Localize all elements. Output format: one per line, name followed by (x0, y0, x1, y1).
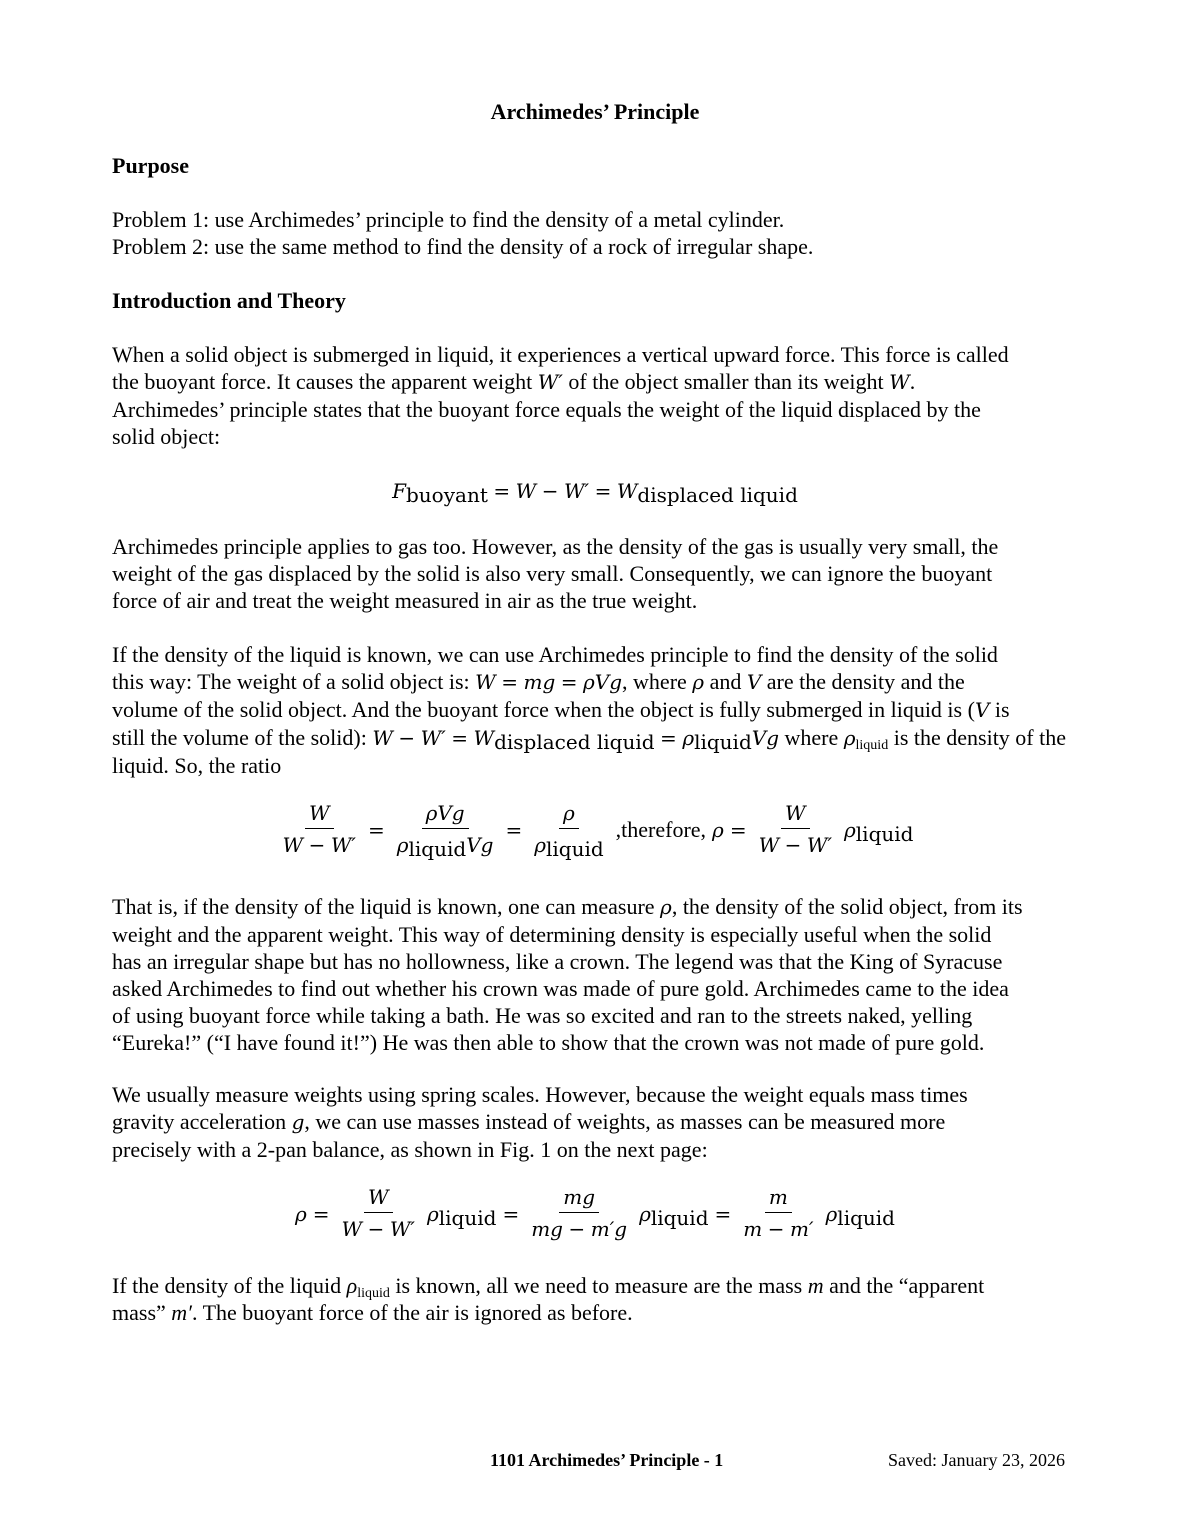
intro-heading: Introduction and Theory (112, 288, 346, 313)
equation-ratio: $\frac{W}{W - W'}$ = $\frac{\text{ρVg}}{\rho_{liquid}Vg}$ = $\frac{\rho}{\rho_{liquid}}$ ,therefore, ρ = $\frac{W}{W - W'}$ $\rho_{liquid}$ (282, 801, 914, 861)
text-line: precisely with a 2-pan balance, as shown in Fig. 1 on the next page: (112, 1137, 708, 1162)
intro-paragraph-4 (112, 893, 1080, 1056)
text-line: still the volume of the solid): $W - W' = W_{displaced liquid} = \rho_{liquid}Vg$ where $\rho_{liquid}$ is the density of the (112, 725, 1067, 754)
text-line: of using buoyant force while taking a bath. He was so excited and ran to the streets naked, yelling (112, 1003, 973, 1028)
text-line: That is, if the density of the liquid is known, one can measure ρ, the density of the solid object, from its (112, 894, 1023, 919)
text-line: gravity acceleration g, we can use masses instead of weights, as masses can be measured more (112, 1109, 946, 1134)
text-line: force of air and treat the weight measured in air as the true weight. (112, 588, 698, 613)
purpose-heading: Purpose (112, 153, 189, 178)
text-line: If the density of the liquid $\rho_{liquid}$ is known, all we need to measure are the mass m and the “apparent (112, 1273, 985, 1301)
text-line: “Eureka!” (“I have found it!”) He was then able to show that the crown was not made of pure gold. (112, 1030, 985, 1055)
intro-paragraph-6 (112, 1272, 1080, 1326)
therefore-text: ,therefore, (615, 816, 707, 842)
text-line: this way: The weight of a solid object is: W = mg = ρVg, where ρ and V are the density and the (112, 669, 965, 694)
text-line: liquid. So, the ratio (112, 753, 282, 778)
text-line: mass” m′. The buoyant force of the air is ignored as before. (112, 1300, 633, 1325)
purpose-text (112, 206, 1080, 260)
intro-paragraph-2 (112, 533, 1080, 614)
text-line: volume of the solid object. And the buoyant force when the object is fully submerged in liquid is (V is (112, 697, 1010, 722)
intro-paragraph-5 (112, 1081, 1080, 1163)
text-line: When a solid object is submerged in liquid, it experiences a vertical upward force. This force is called (112, 342, 1009, 367)
text-line: the buoyant force. It causes the apparent weight W′ of the object smaller than its weight W. (112, 369, 916, 394)
equation-mass-form: ρ = $\frac{W}{W - W'}$ $\rho_{liquid}$ = $\frac{mg}{mg - m'g}$ $\rho_{liquid}$ = $\frac{m}{m - m'}$ $\rho_{liquid}$ (295, 1185, 895, 1241)
problem-1: Problem 1: use Archimedes’ principle to find the density of a metal cylinder. (112, 207, 785, 232)
text-line: solid object: (112, 424, 221, 449)
text-line: Archimedes’ principle states that the buoyant force equals the weight of the liquid displaced by the (112, 397, 981, 422)
text-line: has an irregular shape but has no hollowness, like a crown. The legend was that the King of Syracuse (112, 949, 1003, 974)
text-line: We usually measure weights using spring scales. However, because the weight equals mass times (112, 1082, 968, 1107)
equation-buoyant-force: $F_{buoyant} = W - W' = W_{displaced liquid}$ (392, 479, 798, 507)
intro-paragraph-3 (112, 641, 1080, 779)
text-line: weight of the gas displaced by the solid is also very small. Consequently, we can ignore the buoyant (112, 561, 993, 586)
text-line: weight and the apparent weight. This way of determining density is especially useful when the solid (112, 922, 992, 947)
page-title: Archimedes’ Principle (490, 99, 700, 124)
footer-page-label: 1101 Archimedes’ Principle - 1 (490, 1450, 724, 1470)
text-line: asked Archimedes to find out whether his crown was made of pure gold. Archimedes came to the idea (112, 976, 1009, 1001)
intro-paragraph-1 (112, 341, 1080, 450)
text-line: If the density of the liquid is known, we can use Archimedes principle to find the density of the solid (112, 642, 998, 667)
problem-2: Problem 2: use the same method to find the density of a rock of irregular shape. (112, 234, 814, 259)
footer-saved-date: Saved: January 23, 2026 (888, 1450, 1065, 1470)
text-line: Archimedes principle applies to gas too. However, as the density of the gas is usually very small, the (112, 534, 999, 559)
